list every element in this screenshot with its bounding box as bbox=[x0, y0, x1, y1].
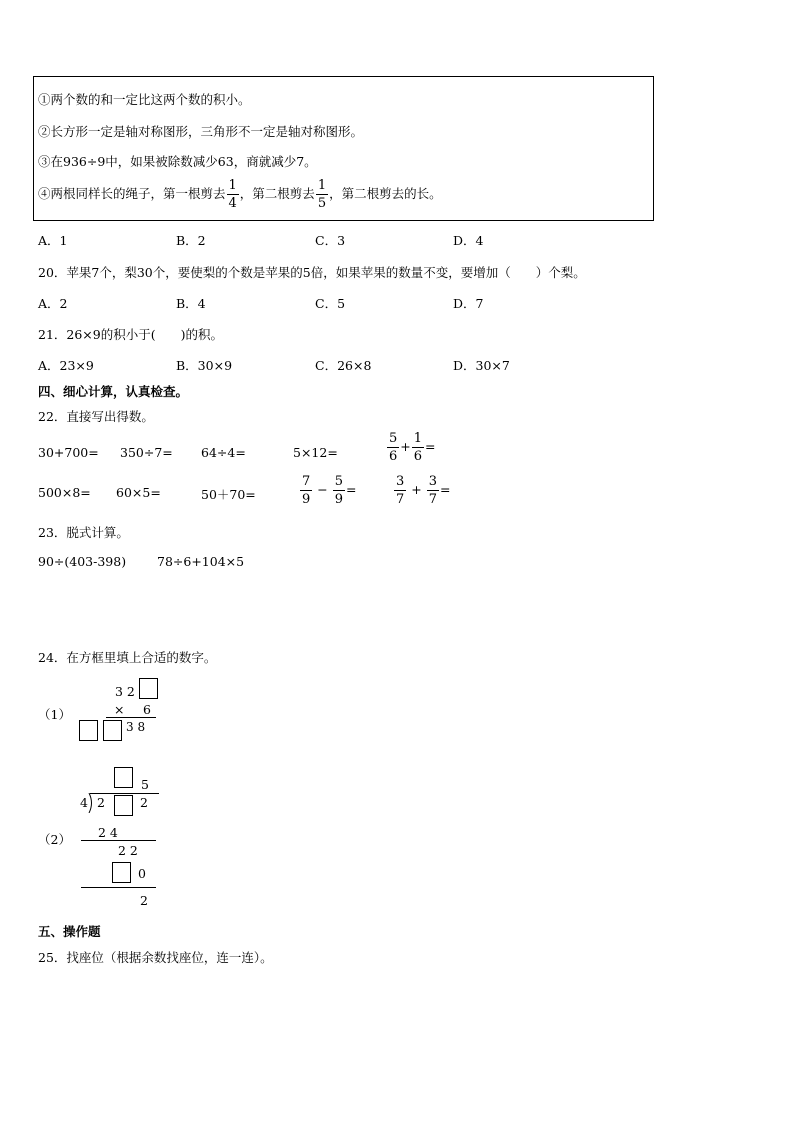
statement-1: ①两个数的和一定比这两个数的积小。 bbox=[38, 92, 251, 107]
q20-option-c[interactable]: C．5 bbox=[315, 296, 346, 311]
q19-option-d[interactable]: D．4 bbox=[453, 233, 484, 248]
q21-option-b[interactable]: B．30×9 bbox=[176, 358, 233, 373]
calc-fraction-7-9-minus-5-9: $\frac{7}{9}$ − $\frac{5}{9}$ = bbox=[302, 474, 357, 507]
q24-p2-quotient-digit: 5 bbox=[141, 777, 149, 792]
q24-p2-division-bar bbox=[90, 793, 159, 794]
question-21: 21．26×9的积小于( )的积。 bbox=[38, 327, 223, 342]
q24-p2-final-remainder: 2 bbox=[140, 893, 148, 908]
q24-p2-divisor: 4 bbox=[80, 795, 88, 810]
q24-p1-times-sign: × bbox=[114, 702, 125, 717]
q24-p1-top-digits: 3 2 bbox=[115, 684, 135, 699]
q24-p2-rule-2 bbox=[81, 887, 156, 888]
q24-p2-subtract-1: 2 4 bbox=[98, 825, 118, 840]
calc-5-times-12: 5×12= bbox=[293, 445, 338, 460]
statement-4-text-b: ，第二根剪去 bbox=[239, 186, 315, 201]
q24-p2-blank-box-quotient[interactable] bbox=[114, 767, 133, 788]
fraction-one-quarter: $\frac{1}{4}$ bbox=[228, 178, 237, 211]
q24-p2-rule-1 bbox=[81, 840, 156, 841]
q21-option-c[interactable]: C．26×8 bbox=[315, 358, 372, 373]
q24-p1-multiplier: 6 bbox=[143, 702, 151, 717]
section-5-heading: 五、操作题 bbox=[38, 924, 101, 939]
section-4-heading: 四、细心计算，认真检查。 bbox=[38, 384, 189, 399]
statement-4-text-c: ，第二根剪去的长。 bbox=[329, 186, 442, 201]
q24-part2-label: （2） bbox=[38, 832, 71, 847]
calc-50-plus-70: 50＋70= bbox=[201, 487, 256, 502]
calc-64-div-4: 64÷4= bbox=[201, 445, 246, 460]
calc-500-times-8: 500×8= bbox=[38, 485, 91, 500]
q24-p2-blank-box-subtract-2[interactable] bbox=[112, 862, 131, 883]
statement-2: ②长方形一定是轴对称图形，三角形不一定是轴对称图形。 bbox=[38, 124, 364, 139]
question-23: 23．脱式计算。 bbox=[38, 525, 129, 540]
q24-p1-blank-box-result-1[interactable] bbox=[79, 720, 98, 741]
calc-fraction-5-6-plus-1-6: $\frac{5}{6}$ + $\frac{1}{6}$ = bbox=[389, 431, 436, 464]
calc-350-div-7: 350÷7= bbox=[120, 445, 173, 460]
calc-78-div-6-plus: 78÷6+104×5 bbox=[157, 554, 245, 569]
statement-4 bbox=[38, 179, 442, 210]
calc-30-plus-700: 30+700= bbox=[38, 445, 99, 460]
q24-p2-remainder-1: 2 2 bbox=[118, 843, 138, 858]
q24-p2-subtract-2-digit: 0 bbox=[138, 866, 146, 881]
q21-option-a[interactable]: A．23×9 bbox=[38, 358, 94, 373]
question-22: 22．直接写出得数。 bbox=[38, 409, 154, 424]
q24-p2-blank-box-dividend[interactable] bbox=[114, 795, 133, 816]
q24-p2-dividend-first: 2 bbox=[97, 795, 105, 810]
q19-option-a[interactable]: A．1 bbox=[38, 233, 68, 248]
q24-p1-result-digits: 3 8 bbox=[126, 720, 146, 734]
q21-option-d[interactable]: D．30×7 bbox=[453, 358, 510, 373]
q20-option-d[interactable]: D．7 bbox=[453, 296, 484, 311]
q19-option-b[interactable]: B．2 bbox=[176, 233, 206, 248]
q24-p1-blank-box-result-2[interactable] bbox=[103, 720, 122, 741]
q20-option-a[interactable]: A．2 bbox=[38, 296, 68, 311]
q24-p2-division-bracket bbox=[87, 793, 95, 813]
calc-90-div-paren: 90÷(403-398) bbox=[38, 554, 127, 569]
question-25: 25．找座位（根据余数找座位，连一连）。 bbox=[38, 950, 273, 965]
q20-option-b[interactable]: B．4 bbox=[176, 296, 206, 311]
q24-p2-dividend-last: 2 bbox=[140, 795, 148, 810]
question-20: 20．苹果7个，梨30个，要使梨的个数是苹果的5倍，如果苹果的数量不变，要增加（ ）个梨。 bbox=[38, 265, 586, 280]
calc-60-times-5: 60×5= bbox=[116, 485, 161, 500]
statement-4-text-a: ④两根同样长的绳子，第一根剪去 bbox=[38, 186, 226, 201]
calc-fraction-3-7-plus-3-7: $\frac{3}{7}$ + $\frac{3}{7}$ = bbox=[396, 474, 451, 507]
q19-option-c[interactable]: C．3 bbox=[315, 233, 346, 248]
statement-3: ③在936÷9中，如果被除数减少63，商就减少7。 bbox=[38, 154, 317, 169]
question-24: 24．在方框里填上合适的数字。 bbox=[38, 650, 217, 665]
fraction-one-fifth: $\frac{1}{5}$ bbox=[317, 178, 327, 211]
q24-p1-rule bbox=[106, 717, 156, 718]
q24-part1-label: （1） bbox=[38, 707, 71, 722]
q24-p1-blank-box-top[interactable] bbox=[139, 678, 158, 699]
